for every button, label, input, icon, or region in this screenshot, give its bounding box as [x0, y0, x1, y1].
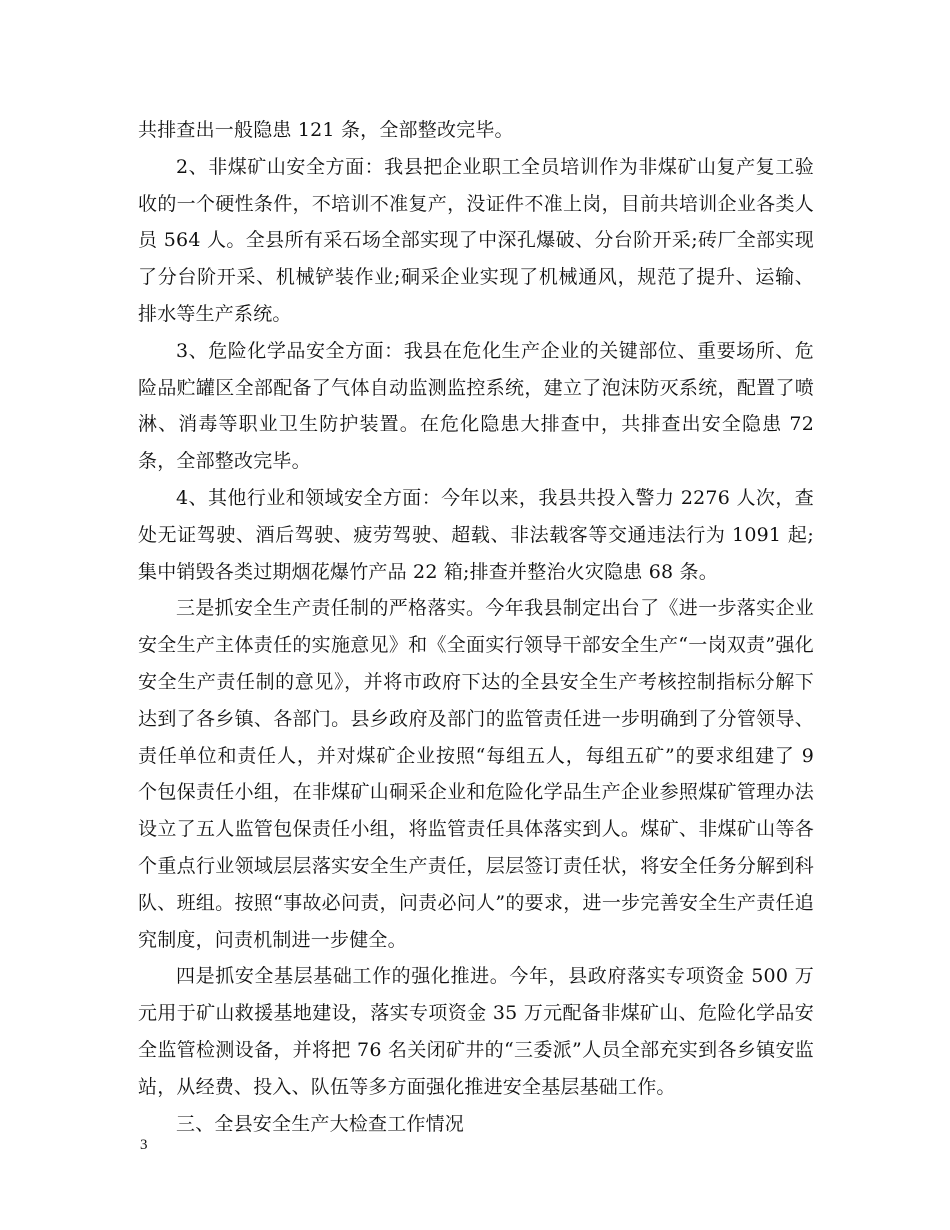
paragraph-hazardous-chemicals-safety: 3、危险化学品安全方面：我县在危化生产企业的关键部位、重要场所、危险品贮罐区全部配备了气体自动监测监控系统，建立了泡沫防灭系统，配置了喷淋、消毒等职业卫生防护装置。在危化隐患大排查中，共排查出安全隐患 72 条，全部整改完毕。 [138, 339, 814, 473]
paragraph-non-coal-mine-safety: 2、非煤矿山安全方面：我县把企业职工全员培训作为非煤矿山复产复工验收的一个硬性条件，不培训不准复产，没证件不准上岗，目前共培训企业各类人员 564 人。全县所有采石场全部实现了中深孔爆破、分台阶开采;砖厂全部实现了分台阶开采、机械铲装作业;硐采企业实现了机械通风，规范了提升、运输、排水等生产系统。 [138, 155, 814, 325]
paragraph-grassroots-foundation: 四是抓安全基层基础工作的强化推进。今年，县政府落实专项资金 500 万元用于矿山救援基地建设，落实专项资金 35 万元配备非煤矿山、危险化学品安全监管检测设备，并将把 76 名关闭矿井的“三委派”人员全部充实到各乡镇安监站，从经费、投入、队伍等多方面强化推进安全基层基础工作。 [138, 965, 814, 1098]
paragraph-other-industries-safety: 4、其他行业和领域安全方面：今年以来，我县共投入警力 2276 人次，查处无证驾驶、酒后驾驶、疲劳驾驶、超载、非法载客等交通违法行为 1091 起;集中销毁各类过期烟花爆竹产品 22 箱;排查并整治火灾隐患 68 条。 [138, 486, 814, 583]
paragraph-responsibility-system: 三是抓安全生产责任制的严格落实。今年我县制定出台了《进一步落实企业安全生产主体责任的实施意见》和《全面实行领导干部安全生产“一岗双责”强化安全生产责任制的意见》，并将市政府下达的全县安全生产考核控制指标分解下达到了各乡镇、各部门。县乡政府及部门的监管责任进一步明确到了分管领导、责任单位和责任人，并对煤矿企业按照“每组五人，每组五矿”的要求组建了 9 个包保责任小组，在非煤矿山硐采企业和危险化学品生产企业参照煤矿管理办法设立了五人监管包保责任小组，将监管责任具体落实到人。煤矿、非煤矿山等各个重点行业领域层层落实安全生产责任，层层签订责任状，将安全任务分解到科队、班组。按照“事故必问责，问责必问人”的要求，进一步完善安全生产责任追究制度，问责机制进一步健全。 [138, 597, 814, 951]
paragraph-continuation: 共排查出一般隐患 121 条，全部整改完毕。 [138, 119, 514, 141]
page-number: 3 [140, 1137, 148, 1153]
document-body [138, 112, 814, 1142]
section-heading-safety-inspection: 三、全县安全生产大检查工作情况 [176, 1112, 465, 1135]
